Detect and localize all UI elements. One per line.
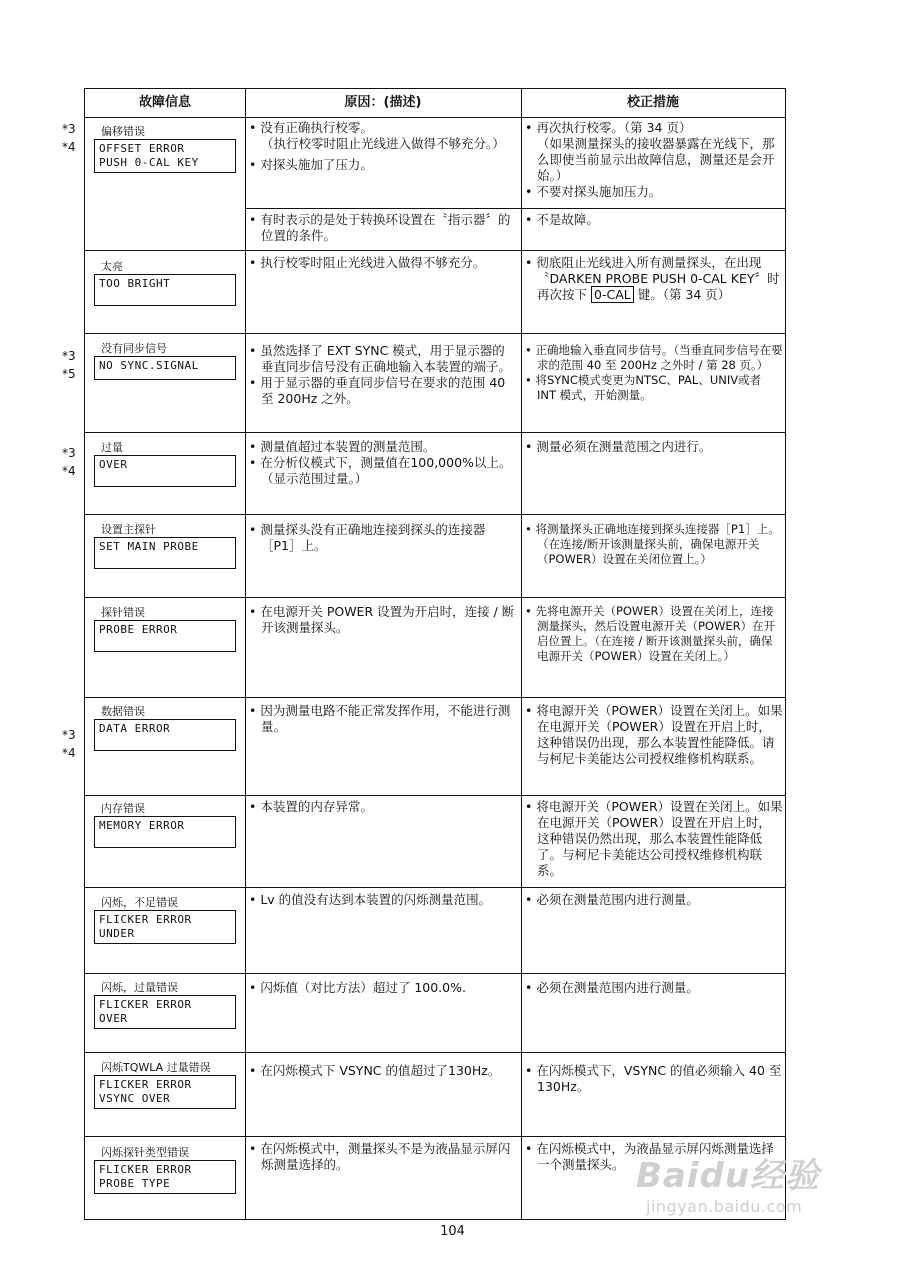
lcd-display-setmain: SET MAIN PROBE — [94, 537, 236, 569]
error-title-flicker-under: 闪烁，不足错误 — [101, 896, 178, 909]
action-text: • 将电源开关（POWER）设置在关闭上。如果在电源开关（POWER）设置在开启上时，这种错误仍然出现，那么本装置性能降低了。与柯尼卡美能达公司授权维修机构联系。 — [525, 799, 783, 878]
cause-flicker-under — [249, 892, 517, 908]
error-message-table — [84, 88, 786, 1220]
action-text-part: • 彻底阻止光线进入所有测量探头，在出现〝DARKEN PROBE PUSH 0-CAL KEY〞时再次按下 — [525, 255, 780, 302]
zero-cal-key-label: 0-CAL — [591, 286, 634, 303]
action-bright — [525, 255, 783, 303]
row-divider — [85, 514, 785, 515]
action-text: • 再次执行校零。（第 34 页） — [525, 120, 692, 135]
error-title-probe: 探针错误 — [101, 606, 145, 619]
action-offset — [525, 120, 783, 200]
cause-text: • Lv 的值没有达到本装置的闪烁测量范围。 — [249, 892, 492, 907]
footnote-mark: *3 — [62, 728, 76, 742]
lcd-display-sync: NO SYNC.SIGNAL — [94, 356, 236, 380]
action-over — [525, 439, 783, 455]
cause-text: • 用于显示器的垂直同步信号在要求的范围 40 至 200Hz 之外。 — [249, 375, 506, 406]
cause-text: • 在闪烁模式下 VSYNC 的值超过了130Hz。 — [249, 1063, 501, 1078]
error-title-memory: 内存错误 — [101, 802, 145, 815]
action-text: • 在闪烁模式中，为液晶显示屏闪烁测量选择一个测量探头。 — [525, 1141, 774, 1172]
footnote-mark: *3 — [62, 349, 76, 363]
cause-text: • 在分析仪模式下，测量值在100,000%以上。（显示范围过量。） — [249, 455, 512, 486]
cause-sync — [249, 343, 517, 407]
footnote-mark: *4 — [62, 140, 76, 154]
cause-text: • 没有正确执行校零。 — [249, 120, 373, 135]
action-text: • 在闪烁模式下，VSYNC 的值必须输入 40 至 130Hz。 — [525, 1063, 782, 1094]
action-text: （在连接/断开该测量探头前，确保电源开关（POWER）设置在关闭位置上。） — [537, 537, 760, 566]
lcd-display-over: OVER — [94, 455, 236, 487]
cause-text: • 测量探头没有正确地连接到探头的连接器［P1］上。 — [249, 522, 486, 553]
lcd-display-flicker-over: FLICKER ERROR OVER — [94, 995, 236, 1029]
action-text: • 先将电源开关（POWER）设置在关闭上，连接测量探头，然后设置电源开关（POWER）在开启位置上。（在连接 / 断开该测量探头前，确保电源开关（POWER）设置在关闭上。） — [525, 604, 776, 663]
action-text: • 将电源开关（POWER）设置在关闭上。如果在电源开关（POWER）设置在开启上时，这种错误仍出现，那么本装置性能降低。请与柯尼卡美能达公司授权维修机构联系。 — [525, 703, 783, 766]
row-divider — [85, 1136, 785, 1137]
lcd-display-data: DATA ERROR — [94, 719, 236, 751]
cause-memory — [249, 799, 517, 815]
cause-text: • 因为测量电路不能正常发挥作用，不能进行测量。 — [249, 703, 511, 734]
row-divider — [245, 208, 785, 209]
error-title-offset: 偏移错误 — [101, 125, 145, 138]
footnote-mark: *3 — [62, 446, 76, 460]
action-text-part: 键。（第 34 页） — [637, 287, 731, 302]
error-title-flicker-vsync: 闪烁TQWLA 过量错误 — [101, 1061, 211, 1074]
footnote-marks-over — [62, 444, 82, 480]
error-title-flicker-over: 闪烁，过量错误 — [101, 981, 178, 994]
cause-text: （执行校零时阻止光线进入做得不够充分。） — [261, 136, 505, 151]
error-title-over: 过量 — [101, 441, 123, 454]
action-data — [525, 703, 783, 767]
lcd-display-memory: MEMORY ERROR — [94, 816, 236, 848]
row-divider — [85, 250, 785, 251]
cause-flicker-vsync — [249, 1063, 517, 1079]
action-probe — [525, 604, 783, 664]
action-flicker-over — [525, 980, 783, 996]
action-text: • 不要对探头施加压力。 — [525, 184, 662, 199]
footnote-marks-offset — [62, 120, 82, 156]
cause-text: • 闪烁值（对比方法）超过了 100.0%. — [249, 980, 466, 995]
lcd-display-flicker-vsync: FLICKER ERROR VSYNC OVER — [94, 1075, 236, 1109]
footnote-mark: *3 — [62, 122, 76, 136]
footnote-mark: *4 — [62, 746, 76, 760]
row-divider — [85, 117, 785, 118]
error-title-sync: 没有同步信号 — [101, 342, 167, 355]
row-divider — [85, 887, 785, 888]
lcd-display-probe: PROBE ERROR — [94, 620, 236, 652]
row-divider — [85, 597, 785, 598]
cause-flicker-over — [249, 980, 517, 996]
cause-text: • 虽然选择了 EXT SYNC 模式，用于显示器的垂直同步信号没有正确地输入本装置的端子。 — [249, 343, 512, 374]
action-text: • 测量必须在测量范围之内进行。 — [525, 439, 712, 454]
action-memory — [525, 799, 783, 879]
lcd-display-flicker-under: FLICKER ERROR UNDER — [94, 910, 236, 944]
row-divider — [85, 432, 785, 433]
row-divider — [85, 795, 785, 796]
row-divider — [85, 333, 785, 334]
cause-setmain — [249, 522, 517, 554]
cause-text: • 对探头施加了压力。 — [249, 157, 373, 172]
lcd-display-offset: OFFSET ERROR PUSH 0-CAL KEY — [94, 139, 236, 173]
footnote-marks-sync — [62, 347, 82, 383]
action-text: • 必须在测量范围内进行测量。 — [525, 892, 699, 907]
cause-data — [249, 703, 517, 735]
cause-text: • 测量值超过本装置的测量范围。 — [249, 439, 436, 454]
action-flicker-under — [525, 892, 783, 908]
watermark-url: jingyan.baidu.com — [646, 1197, 803, 1216]
action-text: • 将测量探头正确地连接到探头连接器［P1］上。 — [525, 522, 780, 536]
column-divider — [521, 89, 522, 1219]
action-offset-2 — [525, 212, 783, 228]
action-text: • 将SYNC模式变更为NTSC、PAL、UNIV或者 INT 模式，开始测量。 — [525, 373, 762, 402]
cause-text: • 执行校零时阻止光线进入做得不够充分。 — [249, 255, 486, 270]
action-flicker-vsync — [525, 1063, 783, 1095]
cause-probe — [249, 604, 517, 636]
error-title-data: 数据错误 — [101, 705, 145, 718]
action-text: • 正确地输入垂直同步信号。（当垂直同步信号在要求的范围 40 至 200Hz 之外时 / 第 28 页。） — [525, 343, 783, 372]
page-number: 104 — [440, 1224, 465, 1239]
footnote-marks-data — [62, 726, 82, 762]
action-text: • 必须在测量范围内进行测量。 — [525, 980, 699, 995]
header-cause: 原因：(描述) — [344, 95, 422, 110]
baidu-watermark — [636, 1148, 820, 1216]
action-setmain — [525, 522, 783, 567]
row-divider — [85, 1052, 785, 1053]
cause-text: • 有时表示的是处于转换环设置在〝指示器〞的位置的条件。 — [249, 212, 511, 243]
cause-text: • 本装置的内存异常。 — [249, 799, 373, 814]
row-divider — [85, 973, 785, 974]
cause-bright — [249, 255, 517, 271]
cause-offset — [249, 120, 517, 173]
cause-flicker-probe-type — [249, 1141, 517, 1173]
cause-text: • 在闪烁模式中，测量探头不是为液晶显示屏闪烁测量选择的。 — [249, 1141, 511, 1172]
header-error-message: 故障信息 — [138, 95, 191, 110]
error-title-bright: 太亮 — [101, 260, 123, 273]
action-text — [525, 255, 783, 303]
watermark-logo: Baidu经验 — [636, 1156, 821, 1196]
action-text: • 不是故障。 — [525, 212, 599, 227]
column-divider — [245, 89, 246, 1219]
lcd-display-bright: TOO BRIGHT — [94, 274, 236, 306]
action-sync — [525, 343, 783, 403]
cause-text: • 在电源开关 POWER 设置为开启时，连接 / 断开该测量探头。 — [249, 604, 515, 635]
cause-offset-2 — [249, 212, 517, 244]
action-text: （如果测量探头的接收器暴露在光线下，那么即使当前显示出故障信息，测量还是会开始。） — [537, 136, 775, 183]
header-correction: 校正措施 — [626, 95, 679, 110]
error-title-setmain: 设置主探针 — [101, 523, 156, 536]
cause-over — [249, 439, 517, 487]
footnote-mark: *5 — [62, 367, 76, 381]
row-divider — [85, 697, 785, 698]
error-title-flicker-probe-type: 闪烁探针类型错误 — [101, 1146, 189, 1159]
lcd-display-flicker-probe-type: FLICKER ERROR PROBE TYPE — [94, 1160, 236, 1194]
footnote-mark: *4 — [62, 464, 76, 478]
